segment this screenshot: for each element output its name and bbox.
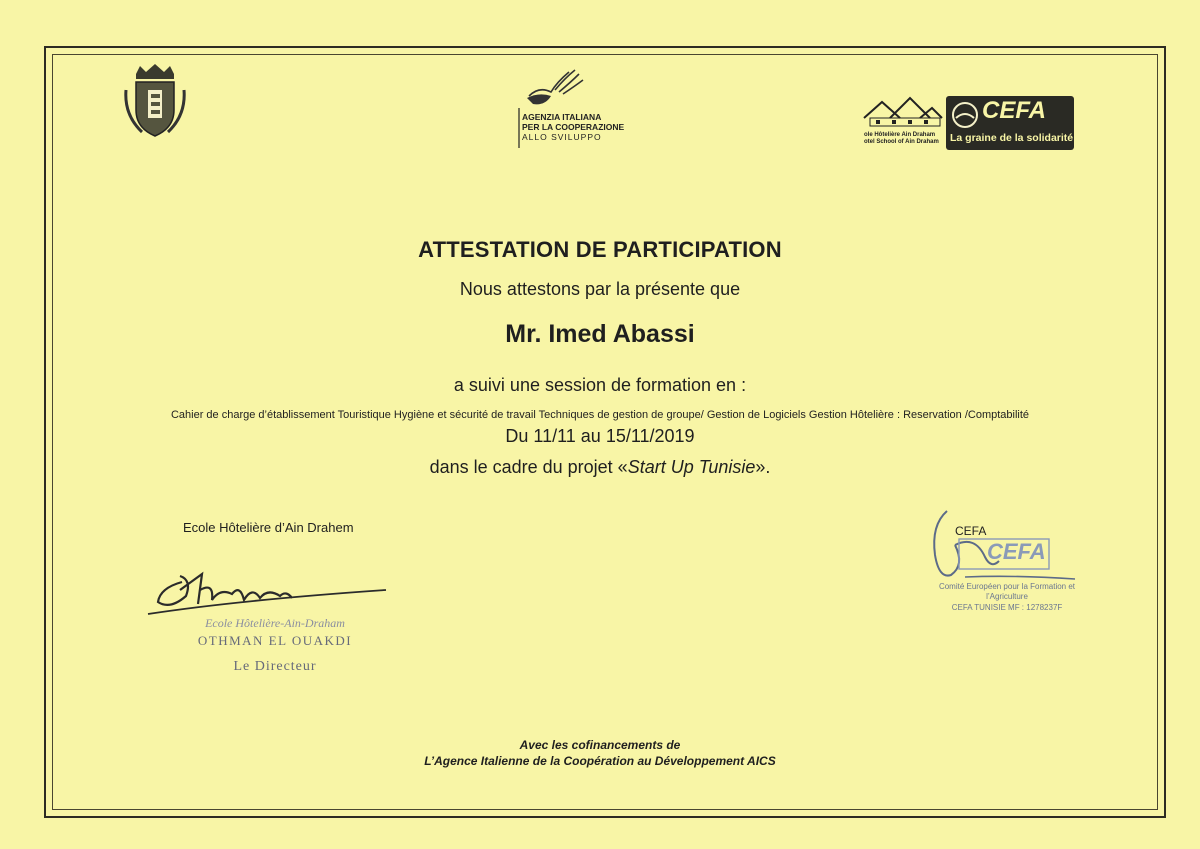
cefa-name: CEFA	[982, 97, 1047, 124]
director-title: Le Directeur	[233, 659, 317, 674]
aics-line-1: AGENZIA ITALIANA	[522, 112, 602, 122]
school-line-1: ole Hôtelière Ain Draham	[864, 132, 936, 138]
cofinancing-label: Avec les cofinancements de	[519, 738, 681, 752]
training-dates: Du 11/11 au 15/11/2019	[505, 426, 695, 446]
school-line-2: otel School of Ain Draham	[864, 139, 939, 145]
cefa-signatory-label: CEFA	[955, 524, 987, 538]
aics-logo	[505, 62, 625, 152]
cefa-stamp	[922, 582, 1092, 613]
aics-line-3: ALLO SVILUPPO	[522, 132, 602, 142]
aics-line-2: PER LA COOPERAZIONE	[522, 122, 625, 132]
training-topics: Cahier de charge d’établissement Touristique Hygiène et sécurité de travail Techniques de gestion de groupe/ Gestion de Logiciels Gestion Hôtelière : Reservation /Comptabilité	[170, 409, 1030, 421]
cefa-stamp-logo: CEFA	[987, 539, 1046, 564]
school-stamp	[175, 616, 375, 675]
municipal-crest-logo	[122, 60, 188, 140]
cefa-stamp-line-1: Comité Européen pour la Formation et l’Agriculture	[938, 582, 1076, 602]
certificate-title: ATTESTATION DE PARTICIPATION	[418, 237, 782, 262]
school-signatory-org: Ecole Hôtelière d’Ain Drahem	[183, 520, 354, 535]
cefa-logo	[946, 96, 1074, 154]
cofinancing-agency: L’Agence Italienne de la Coopération au Développement AICS	[424, 754, 776, 768]
project-name: Start Up Tunisie	[627, 457, 756, 477]
training-line: a suivi une session de formation en :	[453, 375, 747, 395]
director-name: OTHMAN EL OUAKDI	[197, 633, 353, 648]
cefa-tagline: La graine de la solidarité	[950, 132, 1074, 144]
cefa-stamp-line-2: CEFA TUNISIE MF : 1278237F	[951, 602, 1063, 612]
school-stamp-line: Ecole Hôtelière-Ain-Draham	[205, 616, 345, 630]
attestation-intro: Nous attestons par la présente que	[459, 279, 741, 299]
project-line	[0, 457, 1200, 478]
hotel-school-logo	[862, 96, 944, 152]
project-prefix: dans le cadre du projet «	[429, 457, 628, 477]
recipient-name: Mr. Imed Abassi	[505, 320, 695, 348]
project-suffix: ».	[755, 457, 771, 477]
